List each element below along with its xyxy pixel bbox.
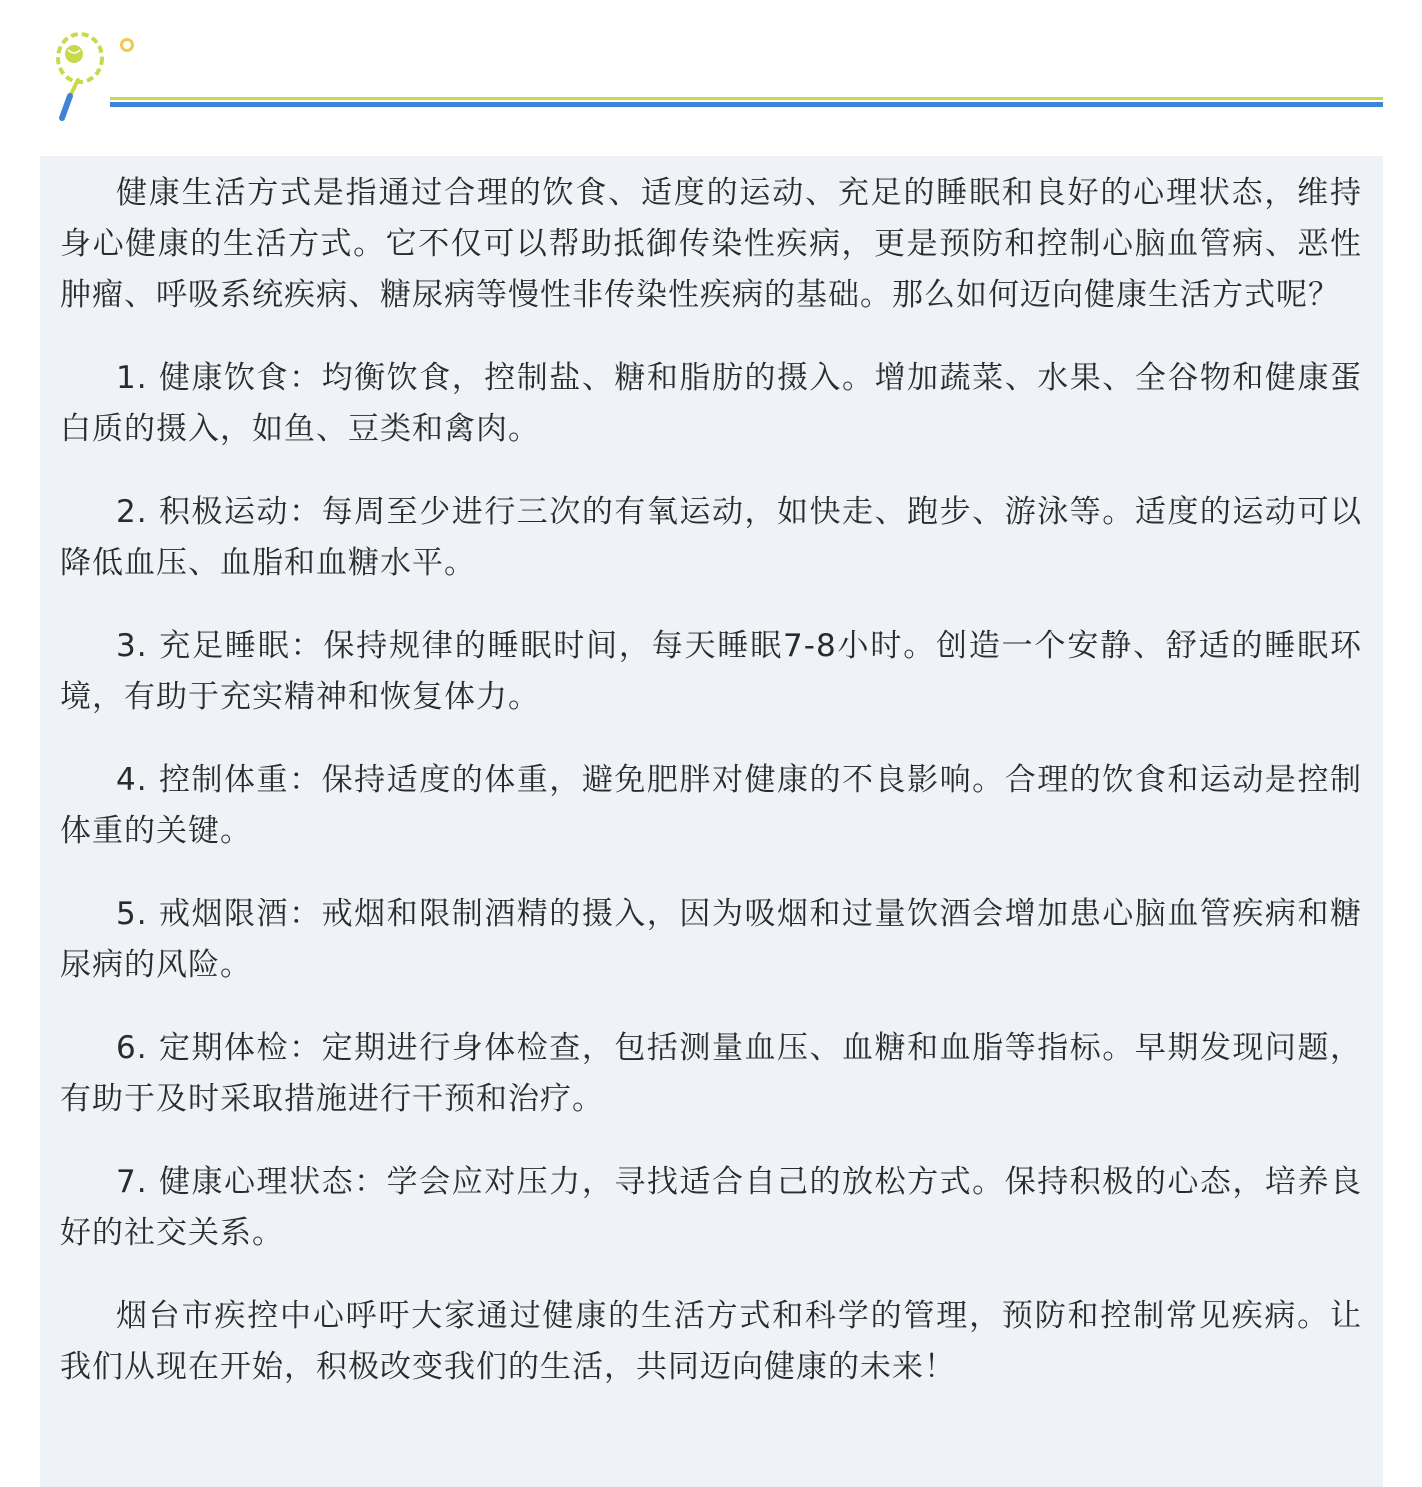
intro-paragraph: 健康生活方式是指通过合理的饮食、适度的运动、充足的睡眠和良好的心理状态，维持身心健康的生活方式。它不仅可以帮助抵御传染性疾病，更是预防和控制心脑血管病、恶性肿瘤、呼吸系统疾病、糖尿病等慢性非传染性疾病的基础。那么如何迈向健康生活方式呢？ — [60, 175, 1362, 313]
tip-weight-control: 4. 控制体重：保持适度的体重，避免肥胖对健康的不良影响。合理的饮食和运动是控制体重的关键。 — [60, 762, 1362, 849]
tip-quit-smoking-drinking: 5. 戒烟限酒：戒烟和限制酒精的摄入，因为吸烟和过量饮酒会增加患心脑血管疾病和糖尿病的风险。 — [60, 896, 1362, 983]
tip-mental-health: 7. 健康心理状态：学会应对压力，寻找适合自己的放松方式。保持积极的心态，培养良好的社交关系。 — [60, 1164, 1362, 1251]
article-body — [60, 168, 1362, 1425]
circle-dot-icon — [120, 38, 134, 52]
divider-green — [110, 97, 1383, 100]
tennis-racket-icon — [52, 30, 112, 125]
closing-paragraph: 烟台市疾控中心呼吁大家通过健康的生活方式和科学的管理，预防和控制常见疾病。让我们从现在开始，积极改变我们的生活，共同迈向健康的未来！ — [60, 1298, 1362, 1385]
tip-healthy-diet: 1. 健康饮食：均衡饮食，控制盐、糖和脂肪的摄入。增加蔬菜、水果、全谷物和健康蛋白质的摄入，如鱼、豆类和禽肉。 — [60, 360, 1362, 447]
tip-active-exercise: 2. 积极运动：每周至少进行三次的有氧运动，如快走、跑步、游泳等。适度的运动可以降低血压、血脂和血糖水平。 — [60, 494, 1362, 581]
header-decoration — [0, 0, 1422, 140]
divider-blue — [110, 102, 1383, 107]
tip-sufficient-sleep: 3. 充足睡眠：保持规律的睡眠时间，每天睡眠7-8小时。创造一个安静、舒适的睡眠环境，有助于充实精神和恢复体力。 — [60, 628, 1362, 715]
tip-regular-checkup: 6. 定期体检：定期进行身体检查，包括测量血压、血糖和血脂等指标。早期发现问题，有助于及时采取措施进行干预和治疗。 — [60, 1030, 1362, 1117]
